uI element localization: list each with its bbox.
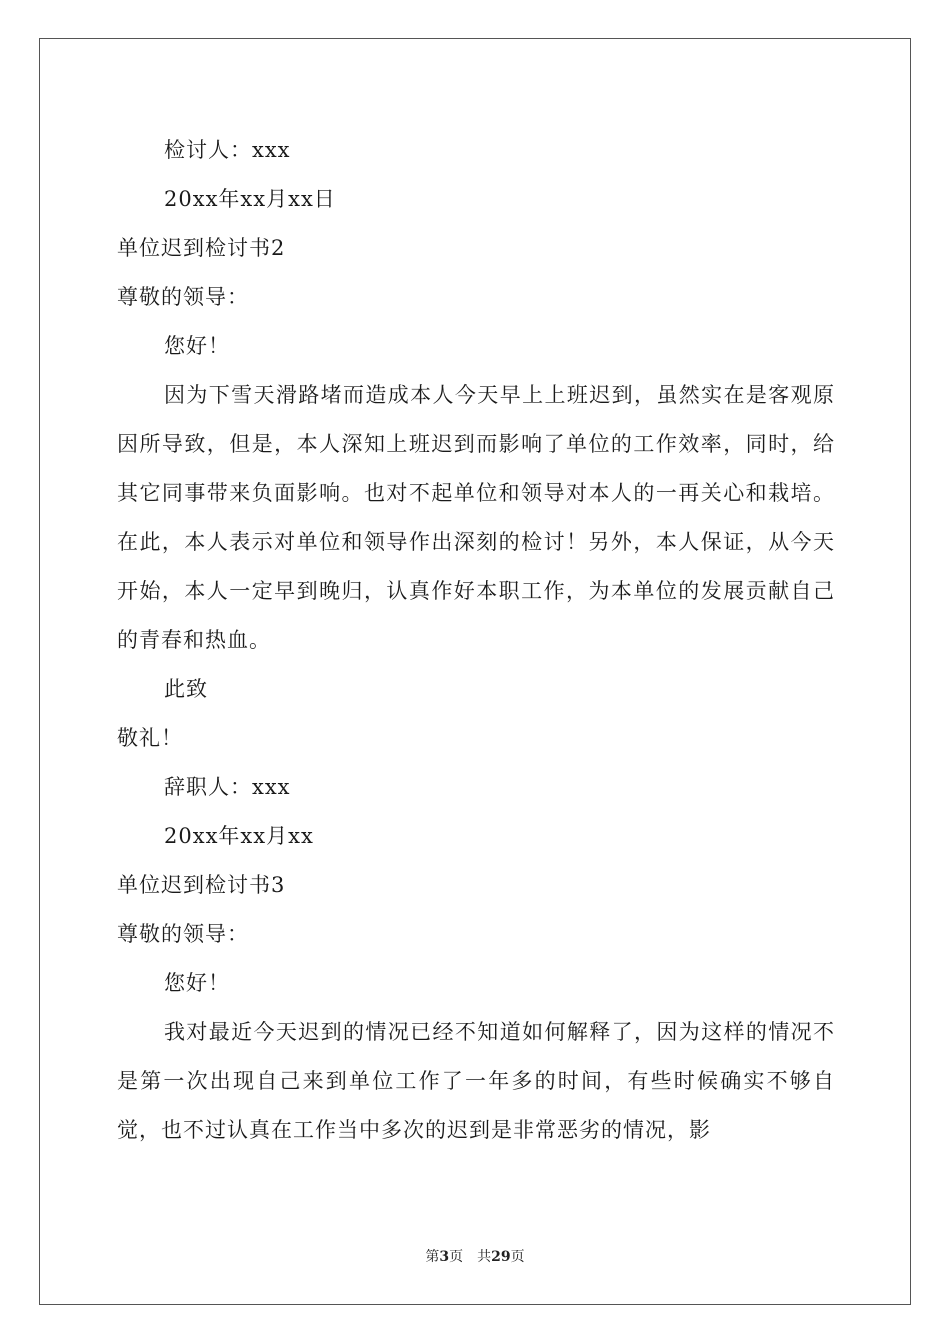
document-body: [117, 126, 835, 1155]
signature-date: 20xx年xx月xx: [164, 824, 314, 848]
body-paragraph: 我对最近今天迟到的情况已经不知道如何解释了，因为这样的情况不是第一次出现自己来到单位工作了一年多的时间，有些时候确实不够自觉，也不过认真在工作当中多次的迟到是非常恶劣的情况，影: [117, 1020, 835, 1142]
section-title-3: 单位迟到检讨书3: [117, 873, 286, 897]
total-suffix: 页: [510, 1249, 525, 1265]
page-number: 3: [439, 1249, 450, 1265]
section-title-2: 单位迟到检讨书2: [117, 236, 286, 260]
total-prefix: 共: [477, 1249, 492, 1265]
reviewer-signature: 检讨人：xxx: [164, 138, 291, 162]
page-suffix: 页: [449, 1249, 464, 1265]
salutation: 尊敬的领导：: [117, 285, 249, 309]
salutation: 尊敬的领导：: [117, 922, 249, 946]
total-pages: 29: [491, 1249, 511, 1265]
signature-date: 20xx年xx月xx日: [164, 187, 336, 211]
closing-salute: 敬礼！: [117, 726, 183, 750]
resigner-signature: 辞职人：xxx: [164, 775, 291, 799]
page-footer: [0, 1246, 950, 1266]
greeting: 您好！: [164, 971, 230, 995]
page-prefix: 第: [425, 1249, 440, 1265]
greeting: 您好！: [164, 334, 230, 358]
body-paragraph: 因为下雪天滑路堵而造成本人今天早上上班迟到，虽然实在是客观原因所导致，但是，本人深知上班迟到而影响了单位的工作效率，同时，给其它同事带来负面影响。也对不起单位和领导对本人的一再关心和栽培。在此，本人表示对单位和领导作出深刻的检讨！另外，本人保证，从今天开始，本人一定早到晚归，认真作好本职工作，为本单位的发展贡献自己的青春和热血。: [117, 383, 835, 652]
closing-phrase: 此致: [164, 677, 208, 701]
